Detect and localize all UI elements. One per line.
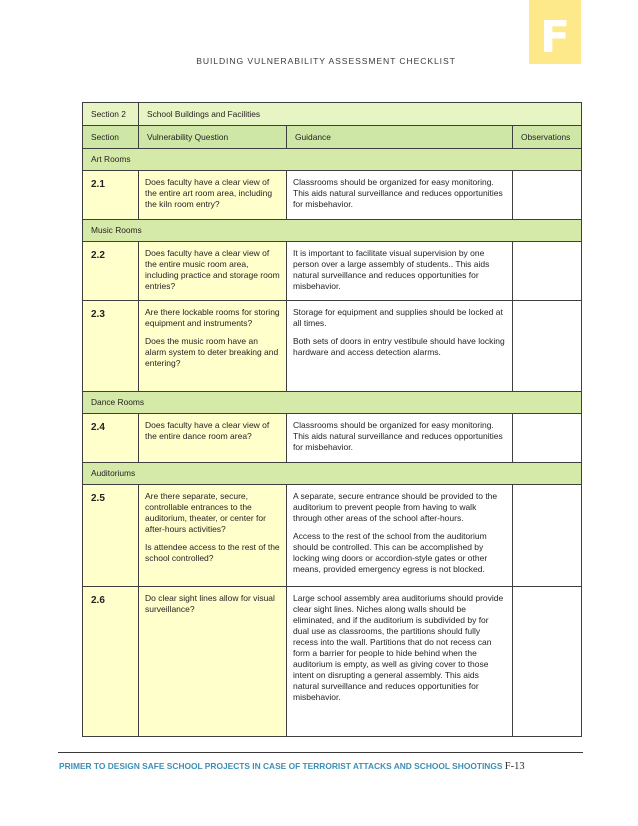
checklist-row <box>83 414 582 463</box>
guidance-text: Classrooms should be organized for easy monitoring. This aids natural surveillance and reduces opportunities for misbehavior. <box>293 420 503 452</box>
document-title: BUILDING VULNERABILITY ASSESSMENT CHECKLIST <box>196 56 456 66</box>
question-text: Does faculty have a clear view of the entire dance room area? <box>145 420 270 441</box>
observations-cell[interactable] <box>513 414 582 463</box>
group-header-row <box>83 149 582 171</box>
section-number: Section 2 <box>83 103 139 126</box>
guidance-text: Large school assembly area auditoriums should provide clear sight lines. Niches along walls should be eliminated, and if the auditorium is subdivided by for dual use as classrooms, the partitions should fully recess into the wall. Partitions that do not recess can form a barrier for people to hide behind when the auditorium is empty, as well as giving cover to those intent on disrupting a general assembly. This aids natural surveillance and reduces opportunities for misbehavior. <box>293 593 504 702</box>
item-number: 2.5 <box>83 485 139 587</box>
group-title: Dance Rooms <box>83 392 582 414</box>
question-text: Do clear sight lines allow for visual surveillance? <box>145 593 275 614</box>
question-text: Does the music room have an alarm system to deter breaking and entering? <box>145 336 279 368</box>
column-header-question: Vulnerability Question <box>139 126 287 149</box>
item-number: 2.2 <box>83 242 139 301</box>
vulnerability-question <box>139 242 287 301</box>
checklist-row <box>83 485 582 587</box>
guidance-text: Classrooms should be organized for easy monitoring. This aids natural surveillance and reduces opportunities for misbehavior. <box>293 177 503 209</box>
group-title: Auditoriums <box>83 463 582 485</box>
guidance-text: It is important to facilitate visual supervision by one person over a large assembly of students.. This aids natural surveillance and reduces opportunities for misbehavior. <box>293 248 490 291</box>
guidance <box>287 242 513 301</box>
section-header-row <box>83 103 582 126</box>
checklist-row <box>83 171 582 220</box>
guidance-text: Both sets of doors in entry vestibule should have locking hardware and access detection alarms. <box>293 336 505 357</box>
guidance-text: A separate, secure entrance should be provided to the auditorium to prevent people from having to walk through other areas of the school after-hours. <box>293 491 498 523</box>
observations-cell[interactable] <box>513 301 582 392</box>
guidance <box>287 485 513 587</box>
item-number: 2.3 <box>83 301 139 392</box>
vulnerability-question <box>139 171 287 220</box>
vulnerability-question <box>139 485 287 587</box>
item-number: 2.1 <box>83 171 139 220</box>
column-header-row <box>83 126 582 149</box>
observations-cell[interactable] <box>513 171 582 220</box>
guidance <box>287 301 513 392</box>
footer <box>59 761 525 772</box>
vulnerability-question <box>139 587 287 737</box>
vulnerability-question <box>139 414 287 463</box>
footer-title: PRIMER TO DESIGN SAFE SCHOOL PROJECTS IN CASE OF TERRORIST ATTACKS AND SCHOOL SHOOTINGS <box>59 761 503 771</box>
column-header-observations: Observations <box>513 126 582 149</box>
group-header-row <box>83 220 582 242</box>
checklist-row <box>83 587 582 737</box>
checklist-row <box>83 242 582 301</box>
guidance-text: Access to the rest of the school from the auditorium should be controlled. This can be accomplished by locking wing doors or accordion-style gates or other means, provided emergency egress is not blocked. <box>293 531 488 574</box>
question-text: Is attendee access to the rest of the school controlled? <box>145 542 280 563</box>
group-title: Music Rooms <box>83 220 582 242</box>
item-number: 2.4 <box>83 414 139 463</box>
guidance <box>287 414 513 463</box>
appendix-tab <box>529 0 581 64</box>
checklist-row <box>83 301 582 392</box>
group-header-row <box>83 463 582 485</box>
guidance <box>287 171 513 220</box>
section-title: School Buildings and Facilities <box>139 103 582 126</box>
column-header-section: Section <box>83 126 139 149</box>
appendix-letter: F <box>539 12 571 63</box>
observations-cell[interactable] <box>513 587 582 737</box>
checklist-table <box>82 102 582 737</box>
observations-cell[interactable] <box>513 242 582 301</box>
column-header-guidance: Guidance <box>287 126 513 149</box>
question-text: Are there lockable rooms for storing equipment and instruments? <box>145 307 280 328</box>
guidance-text: Storage for equipment and supplies should be locked at all times. <box>293 307 503 328</box>
guidance <box>287 587 513 737</box>
question-text: Does faculty have a clear view of the entire music room area, including practice and storage room entries? <box>145 248 280 291</box>
item-number: 2.6 <box>83 587 139 737</box>
observations-cell[interactable] <box>513 485 582 587</box>
page-number: F-13 <box>504 761 525 772</box>
vulnerability-question <box>139 301 287 392</box>
group-title: Art Rooms <box>83 149 582 171</box>
question-text: Are there separate, secure, controllable entrances to the auditorium, theater, or center for after-hours activities? <box>145 491 266 534</box>
question-text: Does faculty have a clear view of the entire art room area, including the kiln room entry? <box>145 177 273 209</box>
group-header-row <box>83 392 582 414</box>
footer-rule <box>58 752 583 753</box>
